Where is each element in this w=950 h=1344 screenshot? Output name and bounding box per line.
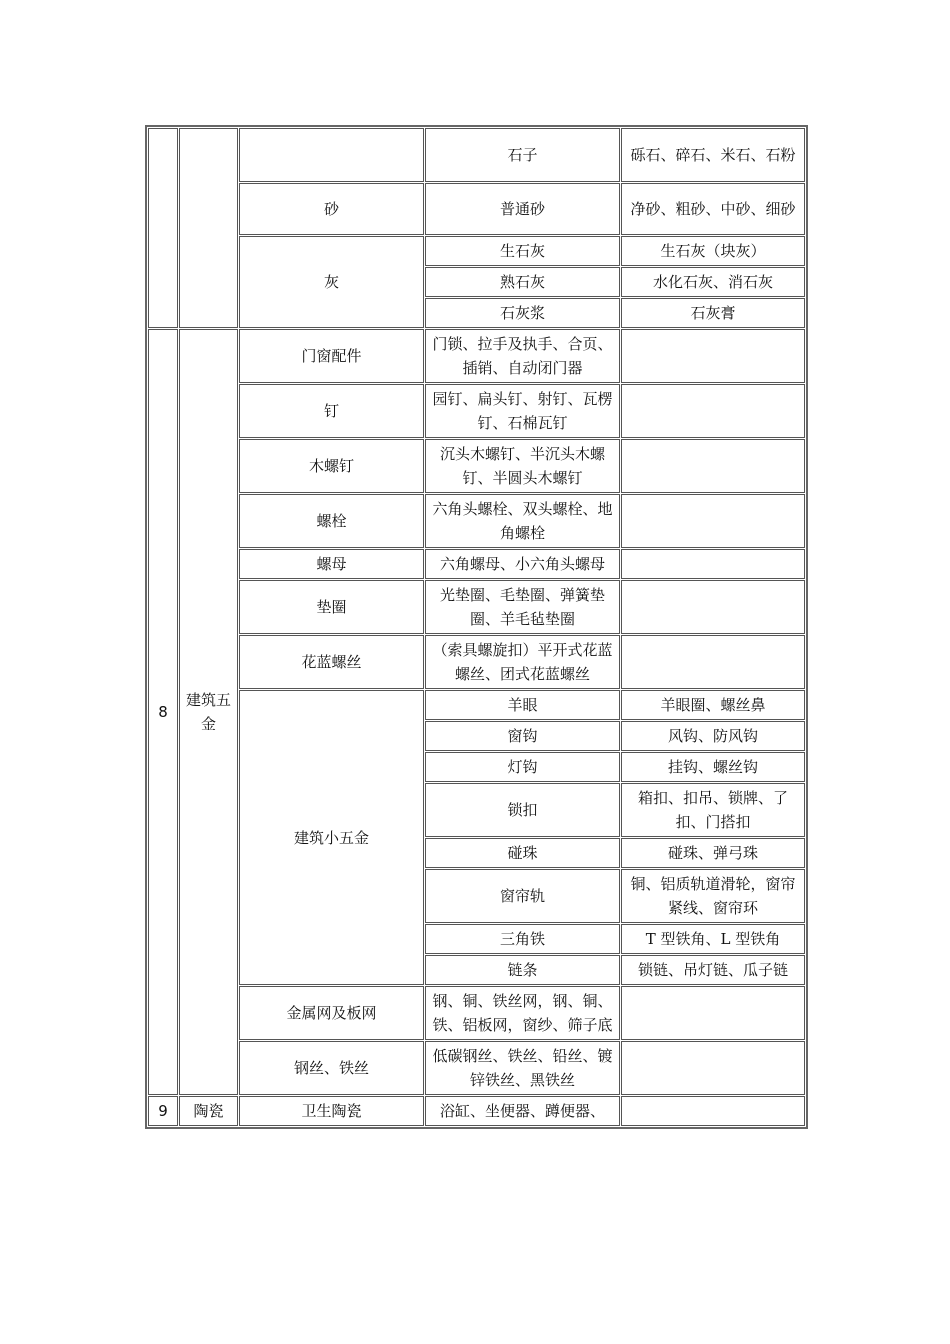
material-cell: 木螺钉 (239, 439, 424, 493)
detail-cell (621, 635, 805, 689)
item-cell: 生石灰 (425, 236, 620, 266)
detail-cell: 锁链、吊灯链、瓜子链 (621, 955, 805, 985)
table-row (148, 1096, 805, 1126)
item-cell: 链条 (425, 955, 620, 985)
item-cell: 碰珠 (425, 838, 620, 868)
table-row (148, 183, 805, 235)
item-cell: 沉头木螺钉、半沉头木螺钉、半圆头木螺钉 (425, 439, 620, 493)
table-row (148, 1041, 805, 1095)
table-row (148, 986, 805, 1040)
material-cell: 螺栓 (239, 494, 424, 548)
material-cell: 金属网及板网 (239, 986, 424, 1040)
material-cell: 花蓝螺丝 (239, 635, 424, 689)
detail-cell (621, 1096, 805, 1126)
detail-cell (621, 329, 805, 383)
item-cell: 窗钩 (425, 721, 620, 751)
detail-cell (621, 439, 805, 493)
detail-cell: 风钩、防风钩 (621, 721, 805, 751)
item-cell: 石灰浆 (425, 298, 620, 328)
material-cell: 钉 (239, 384, 424, 438)
category-cell (179, 128, 238, 328)
table-row (148, 580, 805, 634)
table-row (148, 128, 805, 182)
item-cell: 灯钩 (425, 752, 620, 782)
material-cell: 建筑小五金 (239, 690, 424, 985)
item-cell: 窗帘轨 (425, 869, 620, 923)
detail-cell: 石灰膏 (621, 298, 805, 328)
detail-cell (621, 494, 805, 548)
detail-cell: 铜、铝质轨道滑轮，窗帘紧线、窗帘环 (621, 869, 805, 923)
detail-cell: 箱扣、扣吊、锁牌、了扣、门搭扣 (621, 783, 805, 837)
table-row (148, 329, 805, 383)
item-cell: 光垫圈、毛垫圈、弹簧垫圈、羊毛毡垫圈 (425, 580, 620, 634)
category-cell: 建筑五金 (179, 329, 238, 1095)
table-row (148, 690, 805, 720)
index-cell (148, 128, 178, 328)
item-cell: 普通砂 (425, 183, 620, 235)
material-cell: 砂 (239, 183, 424, 235)
table-row (148, 439, 805, 493)
material-cell: 钢丝、铁丝 (239, 1041, 424, 1095)
detail-cell: T 型铁角、L 型铁角 (621, 924, 805, 954)
material-cell: 门窗配件 (239, 329, 424, 383)
table-row (148, 635, 805, 689)
material-cell: 螺母 (239, 549, 424, 579)
material-cell: 灰 (239, 236, 424, 328)
item-cell: 石子 (425, 128, 620, 182)
item-cell: 熟石灰 (425, 267, 620, 297)
materials-table (145, 125, 808, 1129)
material-cell: 卫生陶瓷 (239, 1096, 424, 1126)
item-cell: 六角头螺栓、双头螺栓、地角螺栓 (425, 494, 620, 548)
detail-cell: 砾石、碎石、米石、石粉 (621, 128, 805, 182)
item-cell: （索具螺旋扣）平开式花蓝螺丝、团式花蓝螺丝 (425, 635, 620, 689)
item-cell: 羊眼 (425, 690, 620, 720)
item-cell: 园钉、扁头钉、射钉、瓦楞钉、石棉瓦钉 (425, 384, 620, 438)
detail-cell (621, 986, 805, 1040)
category-cell: 陶瓷 (179, 1096, 238, 1126)
detail-cell: 羊眼圈、螺丝鼻 (621, 690, 805, 720)
item-cell: 锁扣 (425, 783, 620, 837)
material-cell: 垫圈 (239, 580, 424, 634)
item-cell: 门锁、拉手及执手、合页、插销、自动闭门器 (425, 329, 620, 383)
detail-cell: 挂钩、螺丝钩 (621, 752, 805, 782)
table-row (148, 236, 805, 266)
detail-cell: 净砂、粗砂、中砂、细砂 (621, 183, 805, 235)
detail-cell (621, 580, 805, 634)
detail-cell (621, 1041, 805, 1095)
detail-cell: 水化石灰、消石灰 (621, 267, 805, 297)
material-cell (239, 128, 424, 182)
detail-cell (621, 384, 805, 438)
table-row (148, 549, 805, 579)
index-cell: 9 (148, 1096, 178, 1126)
item-cell: 六角螺母、小六角头螺母 (425, 549, 620, 579)
detail-cell: 生石灰（块灰） (621, 236, 805, 266)
item-cell: 三角铁 (425, 924, 620, 954)
index-cell: 8 (148, 329, 178, 1095)
item-cell: 低碳钢丝、铁丝、铅丝、镀锌铁丝、黑铁丝 (425, 1041, 620, 1095)
detail-cell (621, 549, 805, 579)
item-cell: 浴缸、坐便器、蹲便器、 (425, 1096, 620, 1126)
item-cell: 钢、铜、铁丝网，钢、铜、铁、铝板网，窗纱、筛子底 (425, 986, 620, 1040)
table-row (148, 384, 805, 438)
table-row (148, 494, 805, 548)
detail-cell: 碰珠、弹弓珠 (621, 838, 805, 868)
